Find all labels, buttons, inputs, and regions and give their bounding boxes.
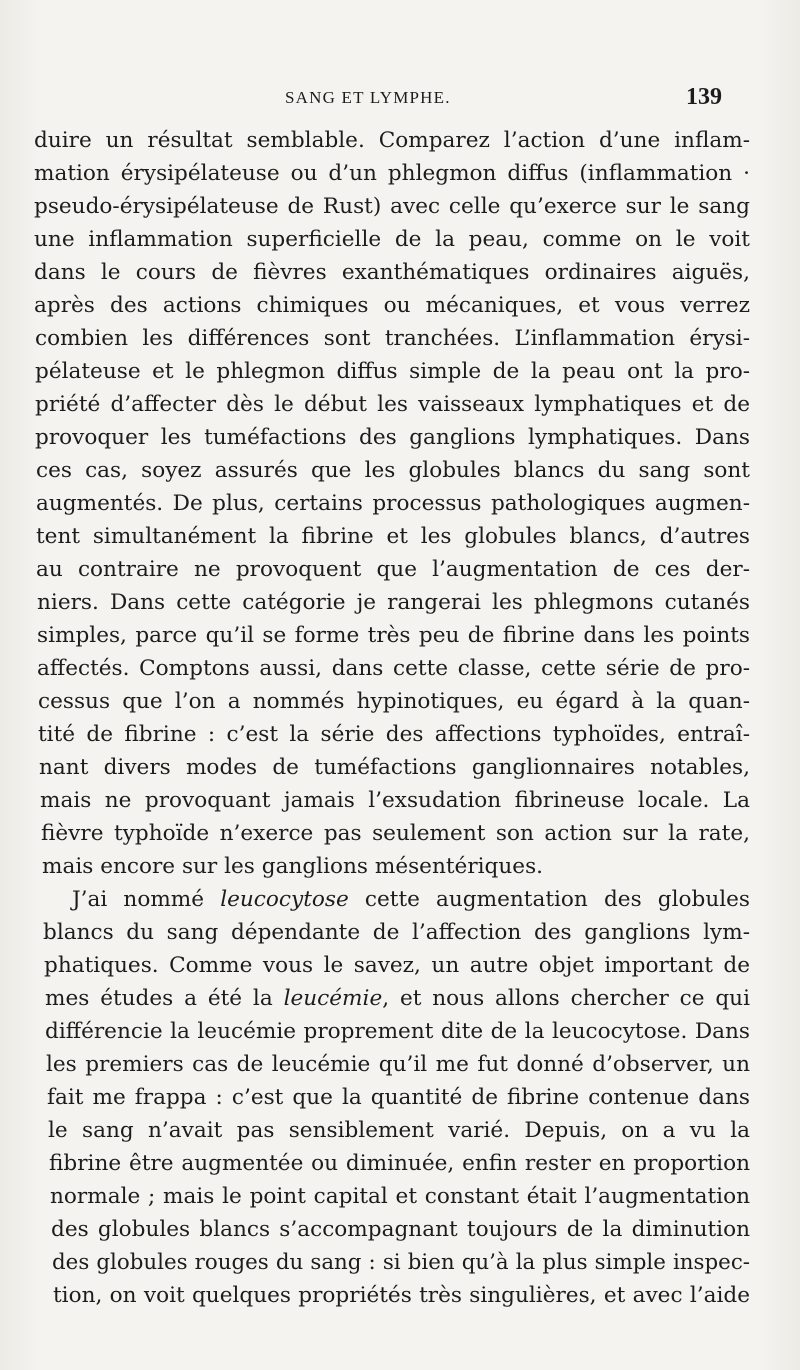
text-line: combien les différences sont tranchées. L’inflammation érysi- <box>35 326 750 351</box>
text-line-with-italic: mes études a été la leucémie, et nous allons chercher ce qui <box>45 986 751 1011</box>
running-title: SANG ET LYMPHE. <box>285 88 451 107</box>
text-line: tent simultanément la fibrine et les globules blancs, d’autres <box>36 524 750 549</box>
text-line: normale ; mais le point capital et constant était l’augmentation <box>50 1184 750 1209</box>
text-line: fibrine être augmentée ou diminuée, enfin rester en proportion <box>49 1151 750 1176</box>
text-line: phatiques. Comme vous le savez, un autre objet important de <box>44 953 750 978</box>
text-line: provoquer les tuméfactions des ganglions lymphatiques. Dans <box>35 425 750 450</box>
text-line: affectés. Comptons aussi, dans cette classe, cette série de pro- <box>37 656 750 681</box>
text-line: cessus que l’on a nommés hypinotiques, eu égard à la quan- <box>38 689 750 714</box>
running-head <box>0 84 800 114</box>
text-line: dans le cours de fièvres exanthématiques ordinaires aiguës, <box>34 260 750 285</box>
text-line: niers. Dans cette catégorie je rangerai les phlegmons cutanés <box>37 590 750 615</box>
text-line: mais encore sur les ganglions mésentériques. <box>42 854 544 879</box>
text-line: mais ne provoquant jamais l’exsudation fibrineuse locale. La <box>40 788 750 813</box>
text-line: ces cas, soyez assurés que les globules blancs du sang sont <box>36 458 750 483</box>
text-line: augmentés. De plus, certains processus pathologiques augmen- <box>36 491 750 516</box>
text-line: priété d’affecter dès le début les vaisseaux lymphatiques et de <box>35 392 750 417</box>
text-line: différencie la leucémie proprement dite de la leucocytose. Dans <box>45 1019 750 1044</box>
text-line: une inflammation superficielle de la peau, comme on le voit <box>34 227 750 252</box>
text-line: nant divers modes de tuméfactions ganglionnaires notables, <box>39 755 750 780</box>
text-line: pseudo-érysipélateuse de Rust) avec celle qu’exerce sur le sang <box>34 194 750 219</box>
text-line: mation érysipélateuse ou d’un phlegmon diffus (inflammation · <box>34 161 750 186</box>
text-line: des globules blancs s’accompagnant toujours de la diminution <box>51 1217 750 1242</box>
italic-term-leucocytose: leucocytose <box>220 887 349 912</box>
text-line: simples, parce qu’il se forme très peu de fibrine dans les points <box>37 623 750 648</box>
text-line: le sang n’avait pas sensiblement varié. Depuis, on a vu la <box>48 1118 750 1143</box>
text-line: duire un résultat semblable. Comparez l’action d’une inflam- <box>34 128 750 153</box>
text-line: tion, on voit quelques propriétés très singulières, et avec l’aide <box>53 1283 750 1308</box>
text-line: fièvre typhoïde n’exerce pas seulement son action sur la rate, <box>41 821 750 846</box>
text-line: après des actions chimiques ou mécaniques, et vous verrez <box>34 293 750 318</box>
text-line: des globules rouges du sang : si bien qu’à la plus simple inspec- <box>52 1250 750 1275</box>
page-number: 139 <box>686 84 722 110</box>
text-line: les premiers cas de leucémie qu’il me fut donné d’observer, un <box>46 1052 750 1077</box>
text-line: pélateuse et le phlegmon diffus simple de la peau ont la pro- <box>35 359 750 384</box>
italic-term-leucemie: leucémie <box>283 986 383 1011</box>
text-line: fait me frappa : c’est que la quantité de fibrine contenue dans <box>47 1085 750 1110</box>
text-line-paragraph-start: J’ai nommé leucocytose cette augmentation des globules <box>72 887 750 912</box>
text-line: tité de fibrine : c’est la série des affections typhoïdes, entraî- <box>38 722 750 747</box>
text-line: au contraire ne provoquent que l’augmentation de ces der- <box>36 557 750 582</box>
text-line: blancs du sang dépendante de l’affection des ganglions lym- <box>43 920 750 945</box>
